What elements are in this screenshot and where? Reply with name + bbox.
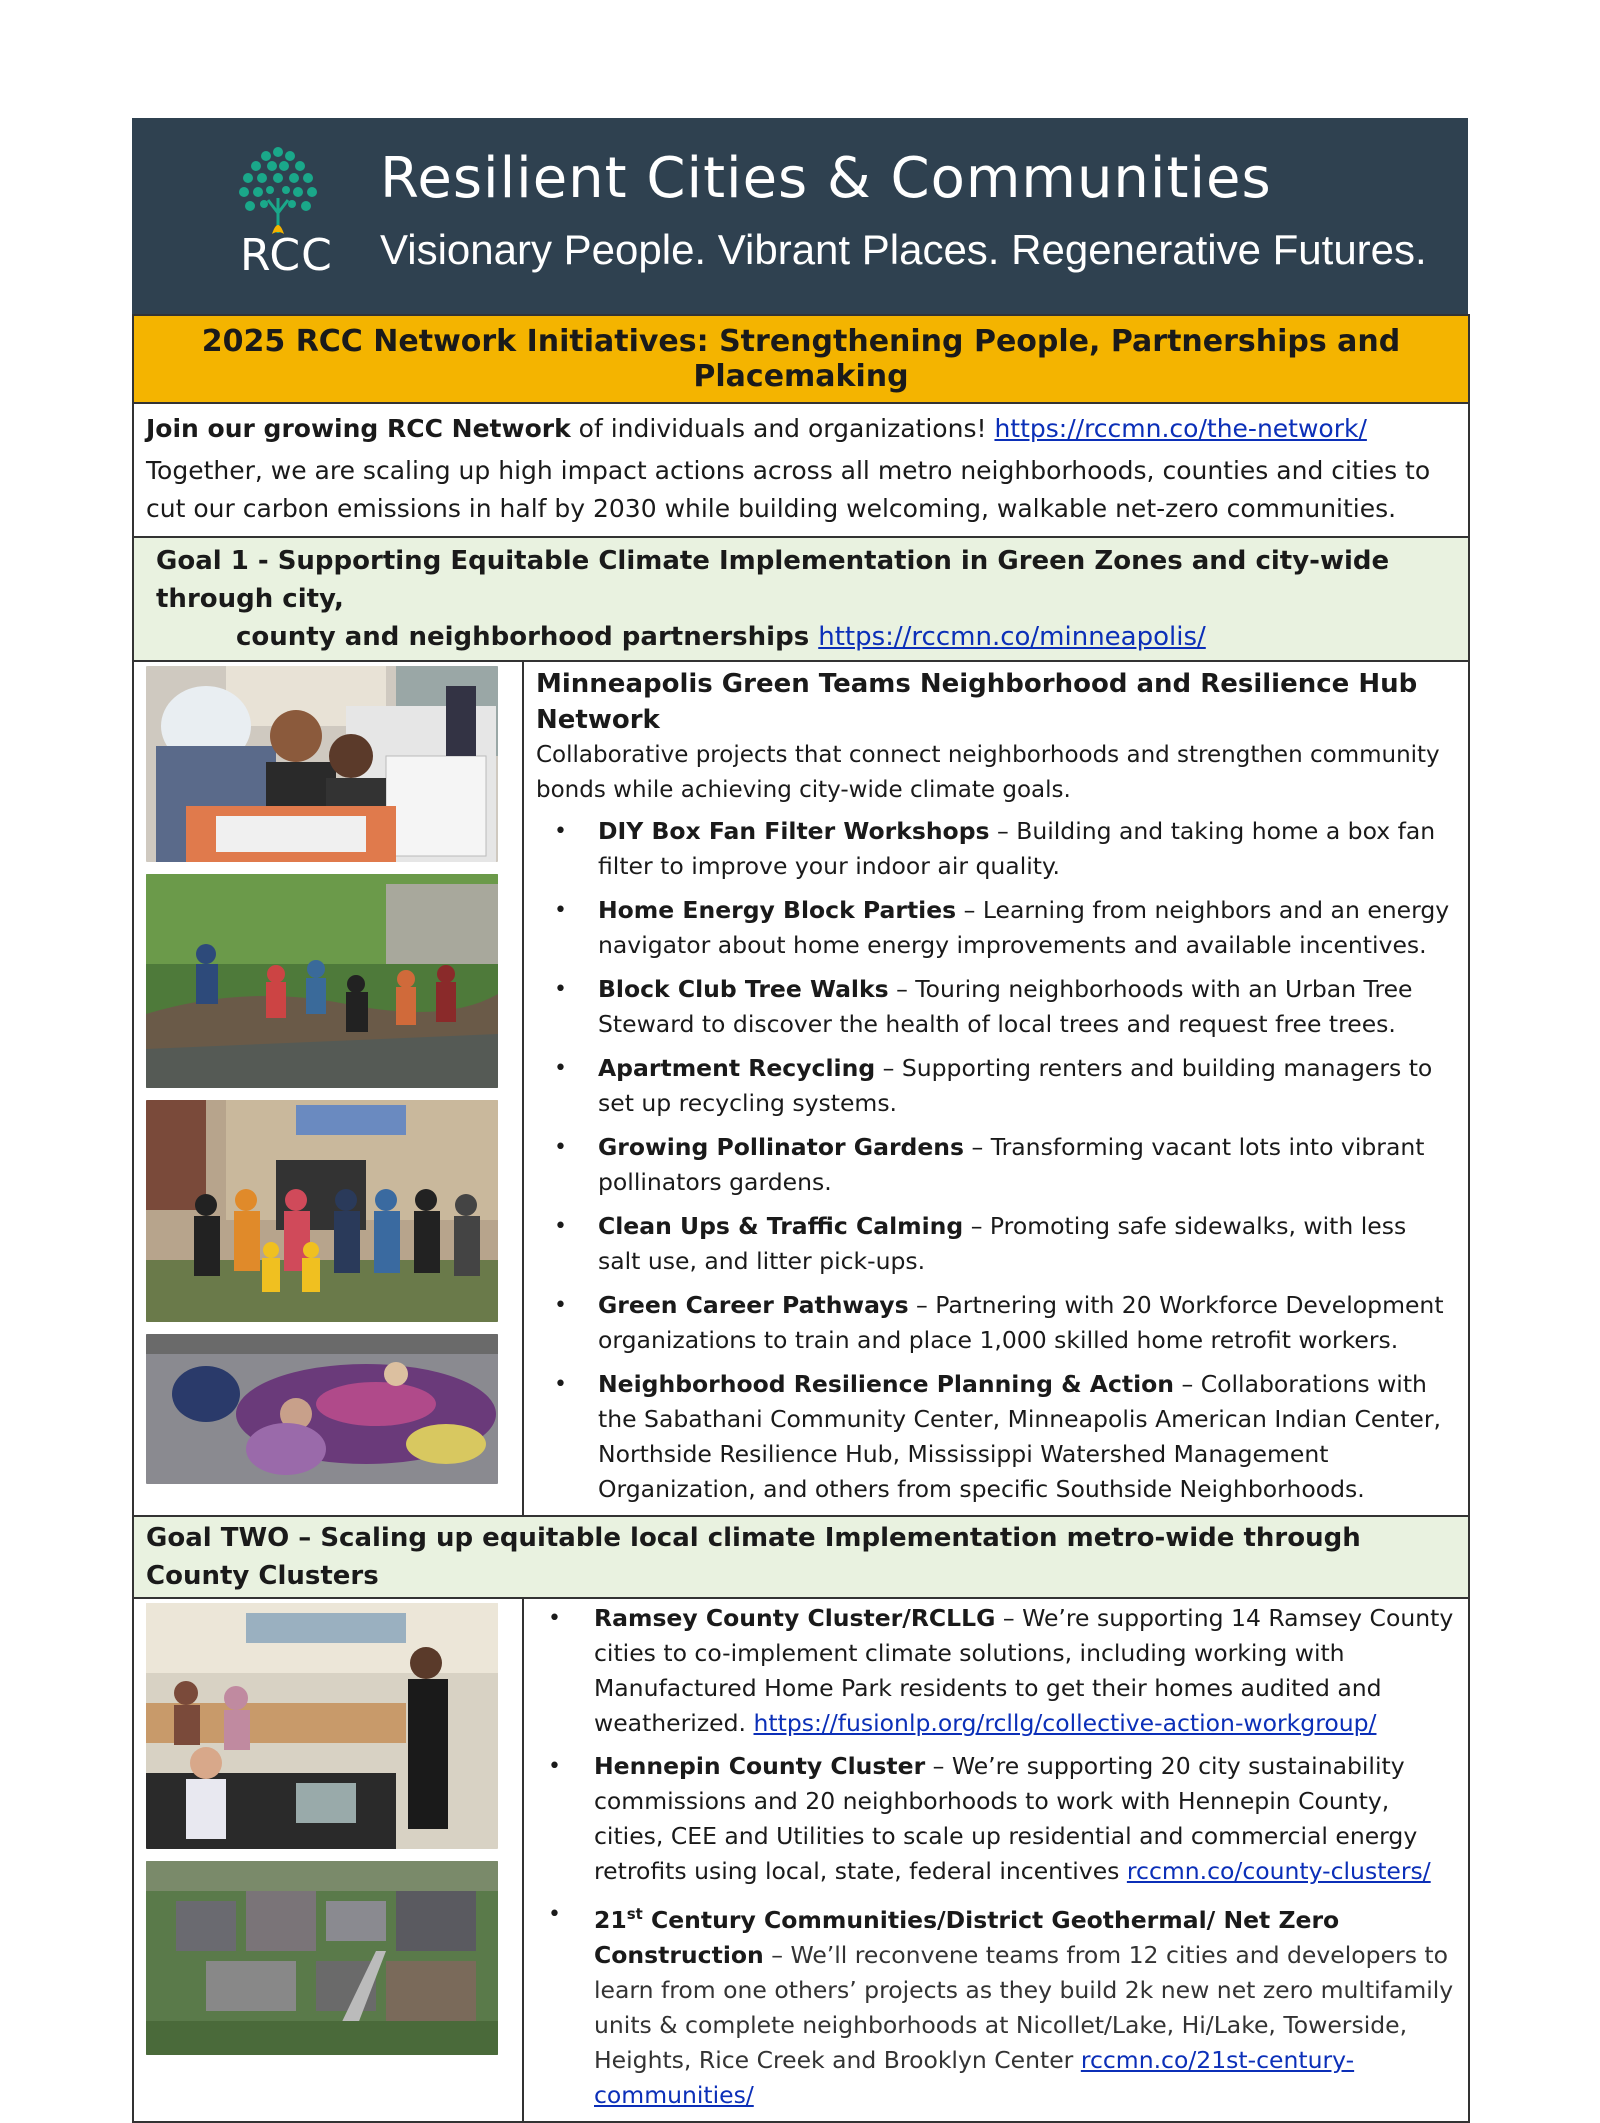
item-text: – Building and taking home a box fan filter to improve your indoor air quality. — [598, 817, 1436, 880]
list-item — [536, 1130, 1456, 1200]
item-title: Clean Ups & Traffic Calming — [598, 1212, 964, 1240]
page-headline: 2025 RCC Network Initiatives: Strengthening People, Partnerships and Placemaking — [133, 315, 1469, 403]
item-text: – We’re supporting 20 city sustainability commissions and 20 neighborhoods to work with Hennepin County, cities, CEE and Utilities to scale up residential and commercial energy retrofits using local, state, federal incentives — [594, 1752, 1418, 1885]
list-item — [536, 972, 1456, 1042]
bullet-icon: • — [548, 1606, 561, 1631]
county-clusters-link[interactable]: rccmn.co/county-clusters/ — [1126, 1857, 1431, 1885]
bullet-icon: • — [554, 1372, 567, 1397]
item-text: – Transforming vacant lots into vibrant pollinators gardens. — [598, 1133, 1425, 1196]
item-title: Block Club Tree Walks — [598, 975, 889, 1003]
list-item — [536, 1051, 1456, 1121]
item-text: – Partnering with 20 Workforce Development organizations to train and place 1,000 skilled home retrofit workers. — [598, 1291, 1444, 1354]
item-text: – Promoting safe sidewalks, with less salt use, and litter pick-ups. — [598, 1212, 1407, 1275]
ramsey-cluster-link[interactable]: https://fusionlp.org/rcllg/collective-action-workgroup/ — [753, 1709, 1377, 1737]
century-communities-link[interactable]: rccmn.co/21st-century-communities/ — [594, 2045, 1355, 2109]
bullet-icon: • — [548, 1902, 561, 1927]
list-item — [536, 893, 1456, 963]
bullet-icon: • — [554, 1056, 567, 1081]
aerial-development-photo — [146, 1861, 498, 2055]
item-text: – Learning from neighbors and an energy navigator about home energy improvements and available incentives. — [598, 896, 1450, 959]
bullet-icon: • — [554, 819, 567, 844]
content-table — [132, 314, 1470, 2123]
goal1-line2-wrap — [156, 618, 1456, 656]
minneapolis-title: Minneapolis Green Teams Neighborhood and Resilience Hub Network — [536, 669, 1418, 735]
intro-body: Together, we are scaling up high impact actions across all metro neighborhoods, counties and cities to cut our carbon emissions in half by 2030 while building welcoming, walkable net-zero communities. — [146, 456, 1431, 523]
flyer-page — [132, 118, 1468, 2123]
goal1-line1: Goal 1 - Supporting Equitable Climate Implementation in Green Zones and city-wide through city, — [156, 546, 1390, 614]
list-item — [536, 1288, 1456, 1358]
minneapolis-link[interactable]: https://rccmn.co/minneapolis/ — [818, 622, 1206, 652]
item-title: Growing Pollinator Gardens — [598, 1133, 965, 1161]
join-rest-text: of individuals and organizations! — [570, 414, 995, 443]
item-text: – Touring neighborhoods with an Urban Tree Steward to discover the health of local trees and request free trees. — [598, 975, 1413, 1038]
box-fan-workshop-photo — [146, 666, 498, 862]
list-item — [536, 1749, 1456, 1889]
item-text: – We’re supporting 14 Ramsey County cities to co-implement climate solutions, including working with Manufactured Home Park residents to get their homes audited and weatherized. — [594, 1604, 1454, 1737]
item-title: Ramsey County Cluster/RCLLG — [594, 1604, 996, 1632]
list-item — [536, 1367, 1456, 1507]
ordinal-suffix: st — [626, 1905, 643, 1923]
brand-tagline: Visionary People. Vibrant Places. Regenerative Futures. — [380, 226, 1427, 273]
bullet-icon: • — [554, 1214, 567, 1239]
bullet-icon: • — [554, 898, 567, 923]
item-title-prefix: 21 — [594, 1905, 627, 1934]
item-title: DIY Box Fan Filter Workshops — [598, 817, 990, 845]
list-item — [536, 1897, 1456, 2113]
list-item — [536, 1601, 1456, 1741]
item-title: Home Energy Block Parties — [598, 896, 957, 924]
minneapolis-description: Collaborative projects that connect neighborhoods and strengthen community bonds while achieving city-wide climate goals. — [536, 742, 1440, 803]
item-title: Neighborhood Resilience Planning & Action — [598, 1370, 1175, 1398]
minneapolis-initiative-list — [536, 814, 1456, 1507]
county-cluster-list — [536, 1601, 1456, 2113]
goal1-heading — [133, 537, 1469, 661]
bullet-icon: • — [554, 1135, 567, 1160]
item-text: – Supporting renters and building managers to set up recycling systems. — [598, 1054, 1433, 1117]
item-title: Hennepin County Cluster — [594, 1752, 926, 1780]
street-mural-photo — [146, 1334, 498, 1484]
goal1-photos — [133, 661, 523, 1516]
bullet-icon: • — [554, 977, 567, 1002]
item-title: Century Communities/District Geothermal/ Net Zero Construction — [594, 1905, 1340, 1969]
item-title: Green Career Pathways — [598, 1291, 909, 1319]
network-link[interactable]: https://rccmn.co/the-network/ — [994, 414, 1367, 443]
goal2-photos — [133, 1598, 523, 2122]
classroom-meeting-photo — [146, 1603, 498, 1849]
item-text: – We’ll reconvene teams from 12 cities and developers to learn from one others’ projects as they build 2k new net zero multifamily units & complete neighborhoods at Nicollet/Lake, Hi/Lake, Towerside, Heights, Rice Creek and Brooklyn Center — [594, 1940, 1454, 2074]
tree-walk-group-photo — [146, 874, 498, 1088]
list-item — [536, 814, 1456, 884]
bullet-icon: • — [554, 1293, 567, 1318]
list-item — [536, 1209, 1456, 1279]
intro-section — [133, 403, 1469, 537]
county-clusters-section — [523, 1598, 1469, 2122]
logo-text: RCC — [240, 230, 333, 281]
bullet-icon: • — [548, 1754, 561, 1779]
minneapolis-section — [523, 661, 1469, 1516]
item-text: – Collaborations with the Sabathani Community Center, Minneapolis American Indian Center, Northside Resilience Hub, Mississippi Watershed Management Organization, and others from specific Southside Neighborhoods. — [598, 1370, 1442, 1503]
item-title: Apartment Recycling — [598, 1054, 876, 1082]
goal1-line2: county and neighborhood partnerships — [236, 622, 819, 652]
goal2-heading: Goal TWO – Scaling up equitable local climate Implementation metro-wide through County Clusters — [133, 1516, 1469, 1598]
brand-title: Resilient Cities & Communities — [380, 146, 1272, 211]
clean-up-group-photo — [146, 1100, 498, 1322]
join-line — [146, 410, 1456, 448]
join-bold-text: Join our growing RCC Network — [146, 414, 571, 443]
header-banner — [132, 118, 1468, 314]
